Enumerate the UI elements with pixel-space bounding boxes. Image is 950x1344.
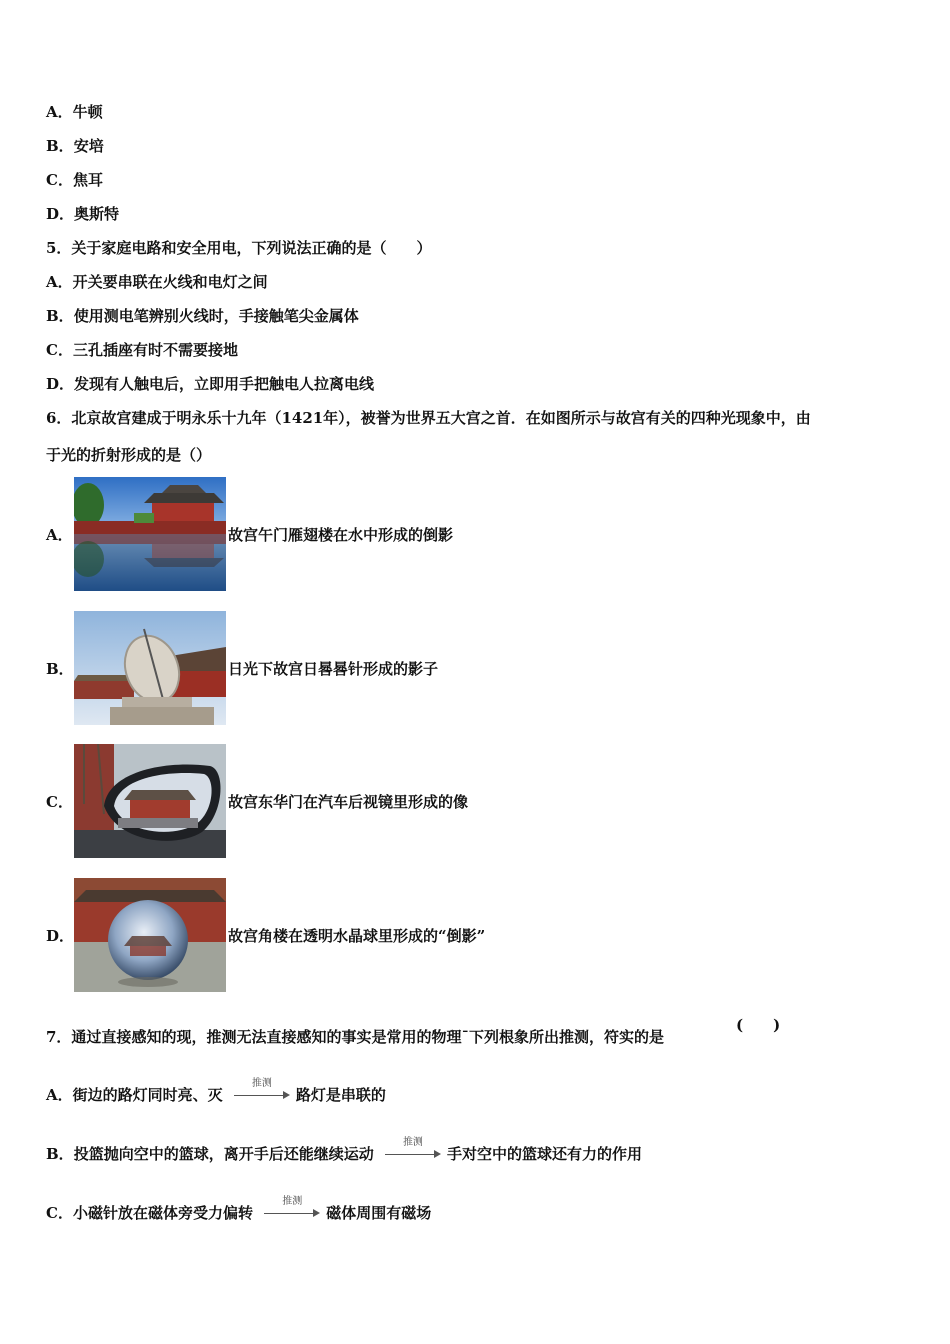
- option-text: 焦耳: [72, 171, 103, 189]
- option-caption: 日光下故宫日晷晷针形成的影子: [228, 659, 439, 678]
- inference-arrow-icon: 推测: [264, 1204, 320, 1224]
- option-premise: 街边的路灯同时亮、灭: [72, 1086, 223, 1104]
- option-conclusion: 路灯是串联的: [295, 1086, 386, 1104]
- q6-option-a: A． 故宫午门雁翅楼在水中形成的倒影: [46, 477, 453, 591]
- option-text: 安培: [73, 137, 104, 155]
- q4-option-c: C．焦耳: [46, 171, 103, 189]
- q4-option-a: A．牛顿: [46, 103, 103, 121]
- option-caption: 故宫东华门在汽车后视镜里形成的像: [228, 792, 469, 811]
- q7-answer-paren: ( ): [736, 1016, 781, 1034]
- inference-arrow-icon: 推测: [234, 1086, 290, 1106]
- inference-arrow-icon: 推测: [385, 1145, 441, 1165]
- option-conclusion: 磁体周围有磁场: [326, 1204, 432, 1222]
- q5-option-c: C．三孔插座有时不需要接地: [46, 341, 238, 359]
- crystal-ball-photo: [74, 878, 226, 992]
- q6-stem-line1: 6．北京故宫建成于明永乐十九年（1421年），被誉为世界五大宫之首．在如图所示与故宫有关的四种光现象中，由: [46, 409, 811, 427]
- car-mirror-photo: [74, 744, 226, 858]
- q6-option-b: B． 日光下故宫日晷晷针形成的影子: [46, 611, 438, 725]
- q6-option-d: D． 故宫角楼在透明水晶球里形成的“倒影”: [46, 878, 485, 992]
- option-premise: 小磁针放在磁体旁受力偏转: [72, 1204, 253, 1222]
- q6-option-c: C． 故宫东华门在汽车后视镜里形成的像: [46, 744, 468, 858]
- option-text: 使用测电笔辨别火线时，手接触笔尖金属体: [73, 307, 359, 325]
- q5-option-d: D．发现有人触电后，立即用手把触电人拉离电线: [46, 375, 375, 393]
- option-text: 开关要串联在火线和电灯之间: [72, 273, 268, 291]
- option-text: 三孔插座有时不需要接地: [72, 341, 238, 359]
- q7-option-c: C．小磁针放在磁体旁受力偏转 推测 磁体周围有磁场: [46, 1196, 432, 1222]
- q6-stem-line2: 于光的折射形成的是（）: [46, 446, 212, 464]
- option-text: 发现有人触电后，立即用手把触电人拉离电线: [74, 375, 375, 393]
- q5-option-b: B．使用测电笔辨别火线时，手接触笔尖金属体: [46, 307, 359, 325]
- option-text: 奥斯特: [74, 205, 120, 223]
- option-caption: 故宫午门雁翅楼在水中形成的倒影: [228, 525, 454, 544]
- option-text: 牛顿: [72, 103, 103, 121]
- q5-stem: 5．关于家庭电路和安全用电，下列说法正确的是（ ）: [46, 239, 432, 257]
- option-conclusion: 手对空中的篮球还有力的作用: [446, 1145, 642, 1163]
- option-caption: 故宫角楼在透明水晶球里形成的“倒影”: [228, 926, 486, 945]
- q7-option-a: A．街边的路灯同时亮、灭 推测 路灯是串联的: [46, 1078, 386, 1104]
- q7-option-b: B．投篮抛向空中的篮球，离开手后还能继续运动 推测 手对空中的篮球还有力的作用: [46, 1137, 642, 1163]
- q5-option-a: A．开关要串联在火线和电灯之间: [46, 273, 268, 291]
- sundial-photo: [74, 611, 226, 725]
- q4-option-b: B．安培: [46, 137, 104, 155]
- q4-option-d: D．奥斯特: [46, 205, 120, 223]
- q7-stem: 7．通过直接感知的现，推测无法直接感知的事实是常用的物理ˉ下列根象所出推测，符实的是: [46, 1028, 664, 1046]
- option-premise: 投篮抛向空中的篮球，离开手后还能继续运动: [73, 1145, 374, 1163]
- palace-water-reflection-photo: [74, 477, 226, 591]
